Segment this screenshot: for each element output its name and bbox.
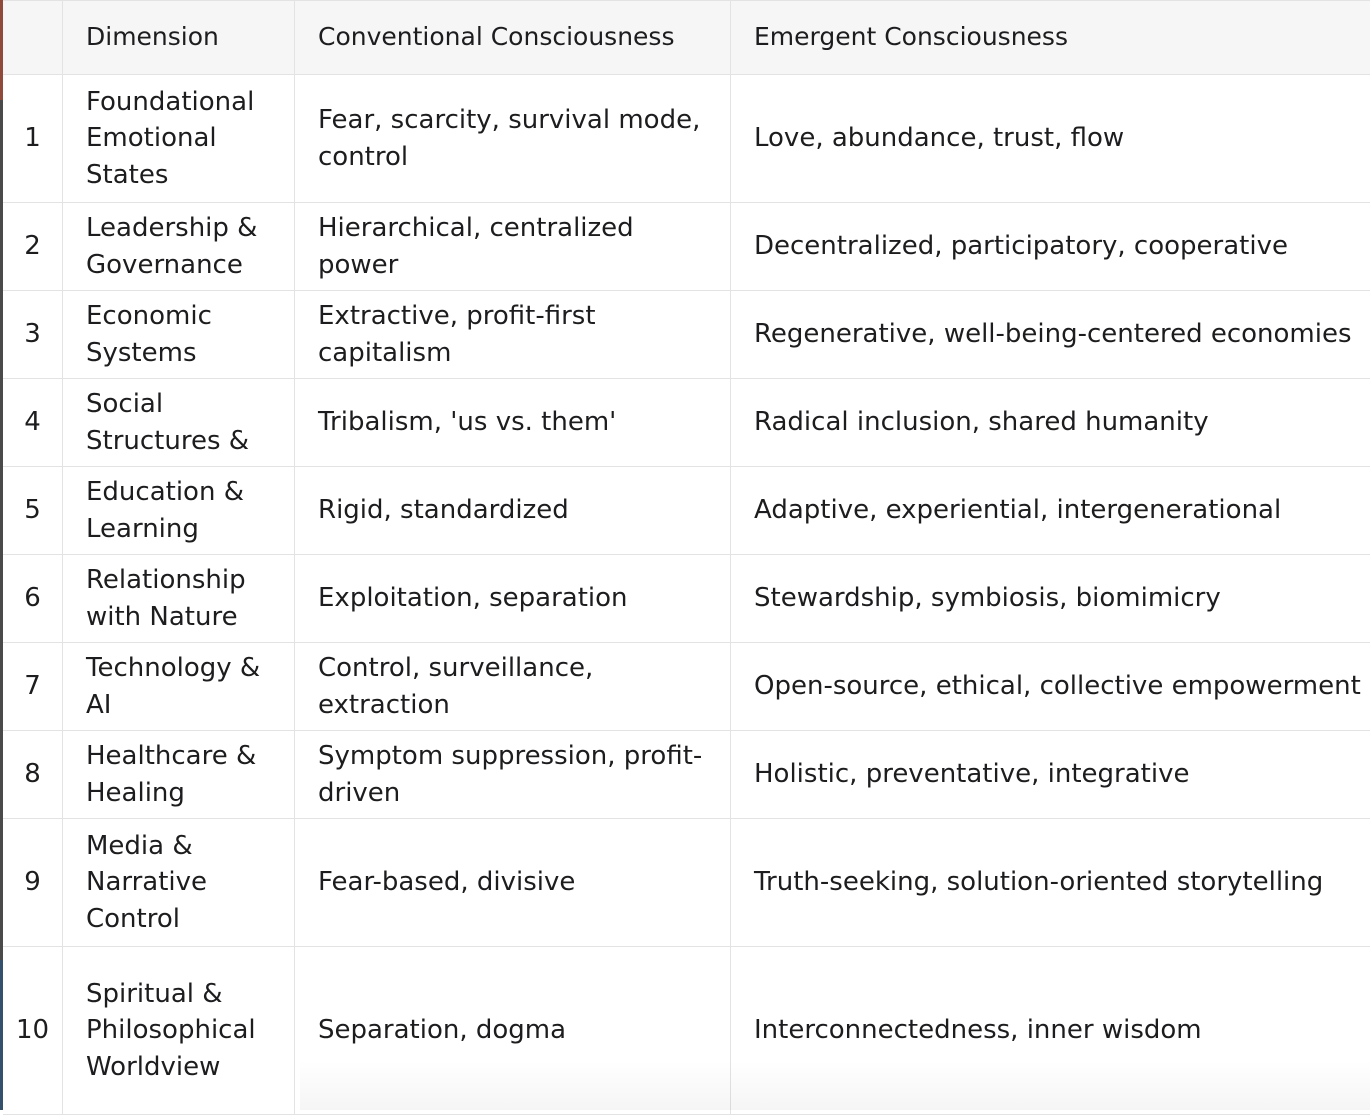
column-header-dimension[interactable]: Dimension: [63, 1, 295, 75]
emergent-cell[interactable]: Love, abundance, trust, flow: [731, 75, 1370, 203]
emergent-cell[interactable]: Decentralized, participatory, cooperative: [731, 203, 1370, 291]
conventional-cell[interactable]: Hierarchical, centralized power: [295, 203, 731, 291]
dimension-cell[interactable]: Healthcare & Healing: [63, 731, 295, 819]
row-index: 4: [3, 379, 63, 467]
dimension-cell[interactable]: Foundational Emotional States: [63, 75, 295, 203]
row-index: 10: [3, 947, 63, 1115]
emergent-cell[interactable]: Radical inclusion, shared humanity: [731, 379, 1370, 467]
row-index: 7: [3, 643, 63, 731]
column-header-emergent[interactable]: Emergent Consciousness: [731, 1, 1370, 75]
conventional-cell[interactable]: Rigid, standardized: [295, 467, 731, 555]
dimension-cell[interactable]: Relationship with Nature: [63, 555, 295, 643]
conventional-cell[interactable]: Tribalism, 'us vs. them': [295, 379, 731, 467]
dimension-cell[interactable]: Education & Learning: [63, 467, 295, 555]
conventional-cell[interactable]: Separation, dogma: [295, 947, 731, 1115]
emergent-cell[interactable]: Holistic, preventative, integrative: [731, 731, 1370, 819]
dimension-text: Social Structures &: [86, 389, 250, 456]
emergent-cell[interactable]: Interconnectedness, inner wisdom: [731, 947, 1370, 1115]
conventional-cell[interactable]: Fear-based, divisive: [295, 819, 731, 947]
row-index: 2: [3, 203, 63, 291]
emergent-cell[interactable]: Open-source, ethical, collective empowerment: [731, 643, 1370, 731]
emergent-cell[interactable]: Regenerative, well-being-centered economies: [731, 291, 1370, 379]
emergent-cell[interactable]: Adaptive, experiential, intergenerational: [731, 467, 1370, 555]
emergent-cell[interactable]: Stewardship, symbiosis, biomimicry: [731, 555, 1370, 643]
row-index: 3: [3, 291, 63, 379]
column-header-conventional[interactable]: Conventional Consciousness: [295, 1, 731, 75]
dimension-cell[interactable]: [63, 379, 295, 467]
dimension-cell[interactable]: Media & Narrative Control: [63, 819, 295, 947]
conventional-cell[interactable]: Exploitation, separation: [295, 555, 731, 643]
dimension-cell[interactable]: Leadership & Governance: [63, 203, 295, 291]
dimension-cell[interactable]: Spiritual & Philosophical Worldview: [63, 947, 295, 1115]
dimension-cell[interactable]: Technology & AI: [63, 643, 295, 731]
dimension-cell[interactable]: Economic Systems: [63, 291, 295, 379]
comparison-table: [3, 0, 1370, 1115]
column-header-index[interactable]: [3, 1, 63, 75]
conventional-cell[interactable]: Extractive, profit-first capitalism: [295, 291, 731, 379]
row-index: 9: [3, 819, 63, 947]
conventional-cell[interactable]: Fear, scarcity, survival mode, control: [295, 75, 731, 203]
conventional-cell[interactable]: Control, surveillance, extraction: [295, 643, 731, 731]
conventional-cell[interactable]: Symptom suppression, profit-driven: [295, 731, 731, 819]
row-index: 8: [3, 731, 63, 819]
row-index: 6: [3, 555, 63, 643]
emergent-cell[interactable]: Truth-seeking, solution-oriented storytelling: [731, 819, 1370, 947]
row-index: 5: [3, 467, 63, 555]
row-index: 1: [3, 75, 63, 203]
